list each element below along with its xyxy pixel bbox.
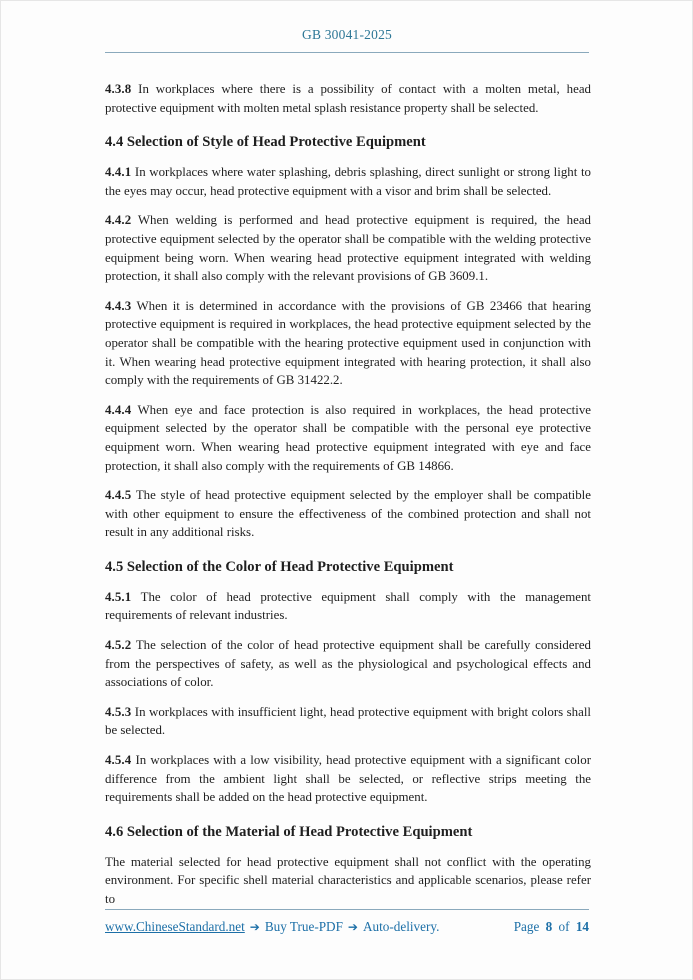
footer-left bbox=[105, 919, 439, 935]
clause-number: 4.5.2 bbox=[105, 638, 132, 653]
page-footer bbox=[105, 909, 589, 935]
paragraph bbox=[105, 486, 591, 542]
document-number: GB 30041-2025 bbox=[302, 27, 392, 42]
paragraph bbox=[105, 80, 591, 117]
page-label: Page bbox=[513, 919, 540, 934]
clause-number: 4.4.4 bbox=[105, 402, 132, 417]
buy-pdf-text: Buy True-PDF bbox=[264, 919, 343, 934]
paragraph bbox=[105, 853, 591, 909]
clause-number: 4.4.3 bbox=[105, 298, 132, 313]
paragraph-text: The color of head protective equipment shall comply with the management requirements of relevant industries. bbox=[105, 589, 592, 623]
paragraph-text: In workplaces with a low visibility, head protective equipment with a significant color difference from the ambient light shall be selected, or reflective strips meeting the requirements shall be added on the head protective equipment. bbox=[105, 753, 591, 805]
page-current: 8 bbox=[545, 919, 553, 934]
auto-delivery-text: Auto-delivery. bbox=[362, 919, 440, 934]
paragraph-text: When it is determined in accordance with the provisions of GB 23466 that hearing protective equipment is required in workplaces, the head protective equipment selected by the operator shall be compatible with the hearing protective equipment used in conjunction with it. When wearing head protective equipment integrated with hearing protection, it shall also comply with the requirements of GB 31422.2. bbox=[105, 298, 591, 388]
paragraph bbox=[105, 703, 591, 740]
arrow-icon: ➔ bbox=[347, 920, 358, 934]
clause-number: 4.3.8 bbox=[105, 82, 132, 96]
section-heading: 4.6 Selection of the Material of Head Protective Equipment bbox=[105, 823, 473, 840]
paragraph bbox=[105, 636, 591, 692]
page-header bbox=[105, 1, 589, 53]
paragraph-text: In workplaces where water splashing, debris splashing, direct sunlight or strong light to the eyes may occur, head protective equipment with a visor and brim shall be selected. bbox=[105, 165, 591, 198]
paragraph-text: When welding is performed and head protective equipment is required, the head protective equipment selected by the operator shall be compatible with the welding protective equipment being worn. When wearing head protective equipment integrated with welding protection, it shall also comply with the relevant provisions of GB 3609.1. bbox=[105, 213, 591, 284]
clause-number: 4.4.5 bbox=[105, 488, 132, 503]
clause-number: 4.4.1 bbox=[105, 165, 132, 180]
paragraph bbox=[105, 588, 591, 625]
paragraph bbox=[105, 751, 591, 807]
paragraph-text: When eye and face protection is also required in workplaces, the head protective equipment selected by the operator shall be compatible with the personal eye protective equipment worn. When wearing head protective equipment integrated with eye and face protection, it shall also comply with the requirements of GB 14866. bbox=[105, 402, 592, 473]
header-divider bbox=[105, 52, 589, 53]
paragraph-text: In workplaces where there is a possibility of contact with a molten metal, head protective equipment with molten metal splash resistance property shall be selected. bbox=[105, 82, 591, 115]
paragraph-text: The material selected for head protective equipment shall not conflict with the operating environment. For specific shell material characteristics and applicable scenarios, please refer to bbox=[105, 854, 591, 906]
section-heading: 4.5 Selection of the Color of Head Protective Equipment bbox=[105, 558, 454, 575]
website-link[interactable]: www.ChineseStandard.net bbox=[105, 919, 245, 934]
page-indicator bbox=[511, 919, 589, 935]
paragraph bbox=[105, 211, 591, 285]
paragraph-text: In workplaces with insufficient light, head protective equipment with bright colors shall be selected. bbox=[105, 704, 591, 738]
paragraph bbox=[105, 401, 591, 475]
footer-divider bbox=[105, 909, 589, 910]
clause-number: 4.5.4 bbox=[105, 753, 132, 768]
paragraph-text: The selection of the color of head protective equipment shall be carefully considered from the perspectives of safety, as well as the physiological and psychological effects and associations of color. bbox=[105, 638, 591, 690]
footer-row bbox=[105, 919, 589, 935]
paragraph bbox=[105, 297, 591, 390]
paragraph-text: The style of head protective equipment selected by the employer shall be compatible with other equipment to ensure the effectiveness of the combined protection and shall not result in any additional risks. bbox=[105, 488, 591, 540]
clause-number: 4.4.2 bbox=[105, 213, 132, 228]
section-heading: 4.4 Selection of Style of Head Protective Equipment bbox=[105, 134, 426, 151]
page-total: 14 bbox=[575, 919, 589, 934]
of-label: of bbox=[558, 919, 570, 934]
arrow-icon: ➔ bbox=[249, 920, 260, 934]
clause-number: 4.5.1 bbox=[105, 589, 132, 604]
clause-number: 4.5.3 bbox=[105, 704, 132, 719]
document-body bbox=[105, 80, 591, 920]
paragraph bbox=[105, 163, 591, 200]
